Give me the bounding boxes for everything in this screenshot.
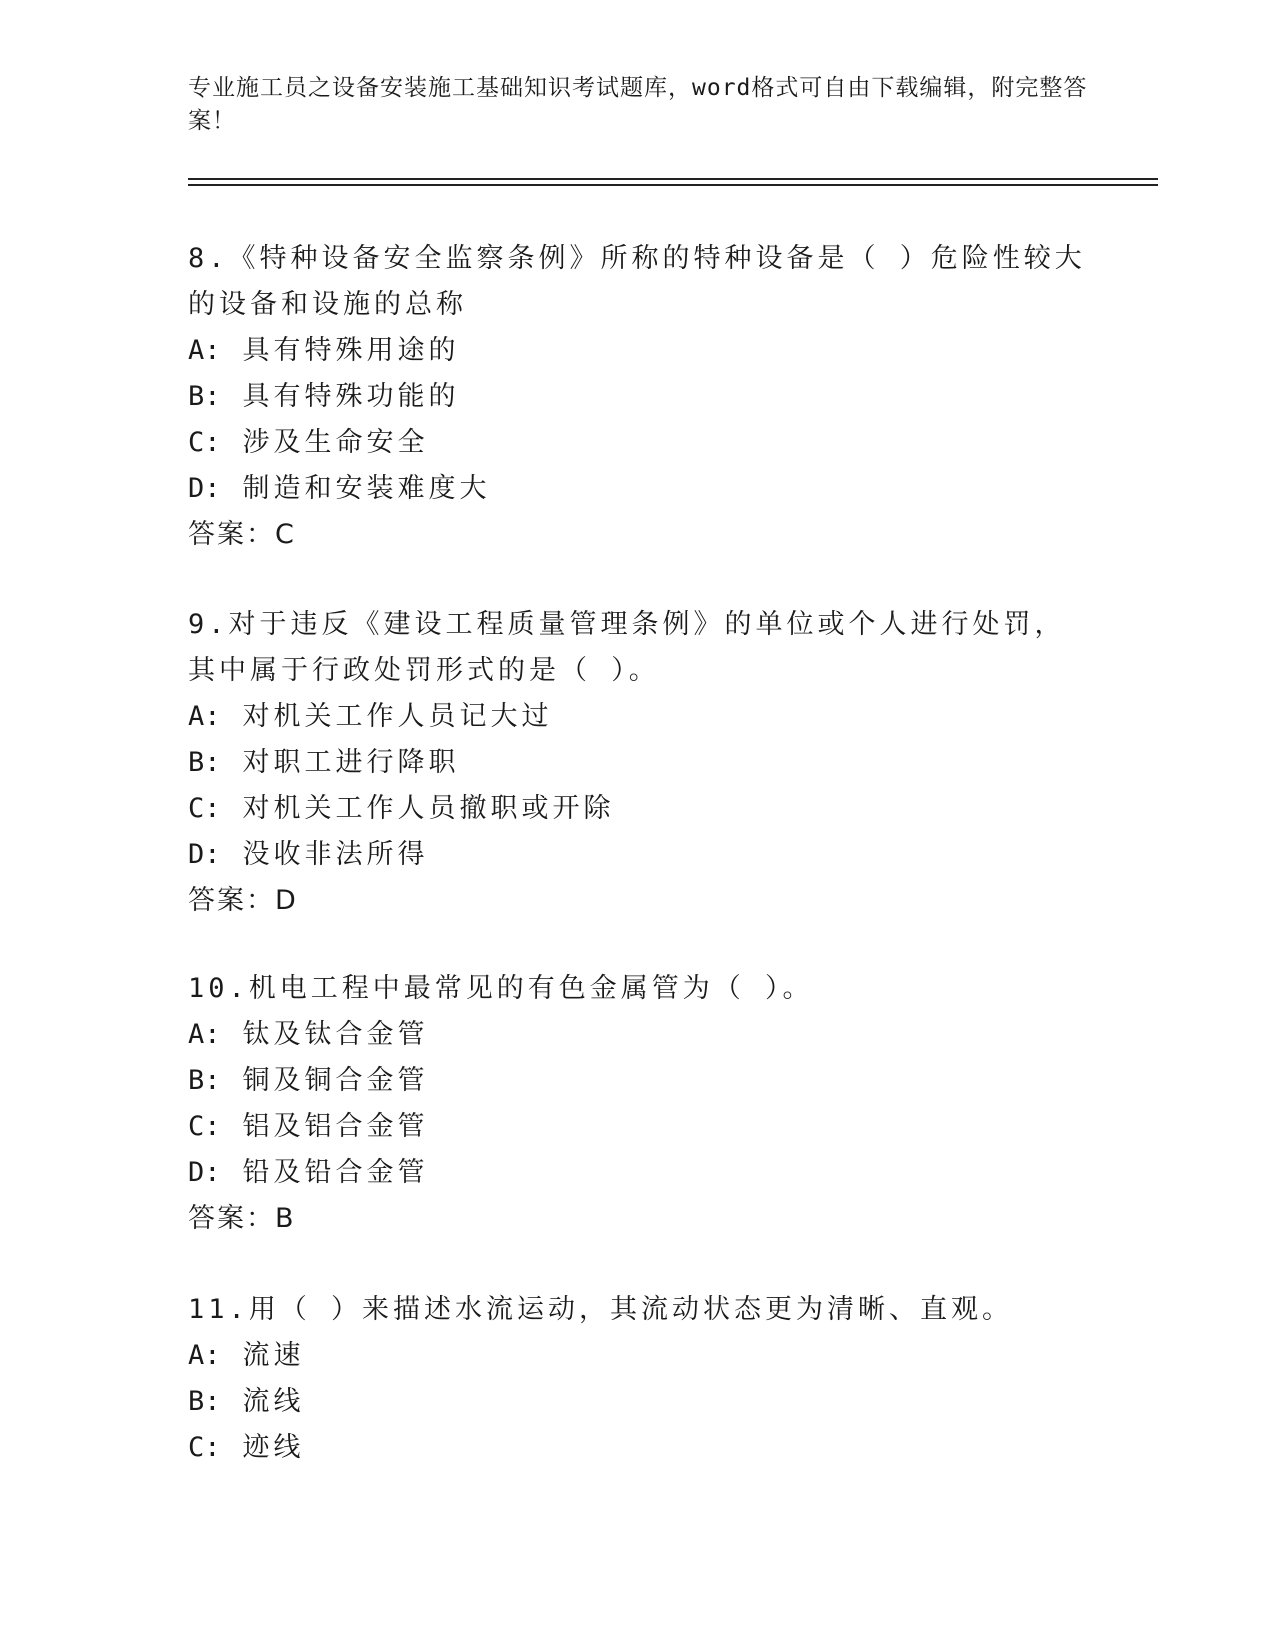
question-text: 11.用（ ）来描述水流运动，其流动状态更为清晰、直观。 <box>188 1294 1014 1325</box>
option-letter: D: <box>188 1157 221 1188</box>
question-10 <box>188 966 1088 1242</box>
question-9 <box>188 602 1088 924</box>
answer-line: 答案：C <box>188 519 296 550</box>
option-text: 对机关工作人员撤职或开除 <box>242 793 615 824</box>
question-8 <box>188 236 1088 558</box>
option-b <box>188 374 1088 420</box>
option-text: 流速 <box>242 1340 305 1371</box>
option-d <box>188 466 1088 512</box>
option-text: 铅及铅合金管 <box>242 1157 429 1188</box>
option-text: 钛及钛合金管 <box>242 1019 429 1050</box>
option-c <box>188 1104 1088 1150</box>
option-letter: B: <box>188 1065 221 1096</box>
question-text: 10.机电工程中最常见的有色金属管为（ ）。 <box>188 973 814 1004</box>
option-letter: C: <box>188 427 221 458</box>
option-text: 涉及生命安全 <box>242 427 429 458</box>
option-c <box>188 1425 1088 1471</box>
option-letter: A: <box>188 701 221 732</box>
option-letter: C: <box>188 1111 221 1142</box>
option-text: 铜及铜合金管 <box>242 1065 429 1096</box>
option-d <box>188 1150 1088 1196</box>
option-text: 具有特殊功能的 <box>242 381 460 412</box>
option-b <box>188 1058 1088 1104</box>
header-divider-bottom <box>188 184 1158 186</box>
option-letter: C: <box>188 1432 221 1463</box>
header-divider-top <box>188 178 1158 180</box>
option-letter: A: <box>188 1340 221 1371</box>
option-b <box>188 1379 1088 1425</box>
option-text: 没收非法所得 <box>242 839 429 870</box>
option-letter: A: <box>188 1019 221 1050</box>
question-11 <box>188 1287 1088 1471</box>
option-a <box>188 694 1088 740</box>
option-text: 流线 <box>242 1386 305 1417</box>
option-text: 迹线 <box>242 1432 305 1463</box>
answer-line: 答案：B <box>188 1203 296 1234</box>
option-letter: B: <box>188 1386 221 1417</box>
option-text: 制造和安装难度大 <box>242 473 491 504</box>
option-letter: B: <box>188 381 221 412</box>
option-a <box>188 328 1088 374</box>
option-text: 铝及铝合金管 <box>242 1111 429 1142</box>
option-a <box>188 1012 1088 1058</box>
option-d <box>188 832 1088 878</box>
document-header: 专业施工员之设备安装施工基础知识考试题库，word格式可自由下载编辑，附完整答案！ <box>188 75 1088 134</box>
answer-line: 答案：D <box>188 885 298 916</box>
option-c <box>188 420 1088 466</box>
question-text: 8.《特种设备安全监察条例》所称的特种设备是（ ）危险性较大的设备和设施的总称 <box>188 243 1086 320</box>
option-text: 具有特殊用途的 <box>242 335 460 366</box>
option-b <box>188 740 1088 786</box>
option-text: 对职工进行降职 <box>242 747 460 778</box>
option-letter: A: <box>188 335 221 366</box>
option-a <box>188 1333 1088 1379</box>
option-letter: C: <box>188 793 221 824</box>
option-c <box>188 786 1088 832</box>
option-text: 对机关工作人员记大过 <box>242 701 553 732</box>
option-letter: D: <box>188 473 221 504</box>
question-text: 9.对于违反《建设工程质量管理条例》的单位或个人进行处罚，其中属于行政处罚形式的是（ ）。 <box>188 609 1066 686</box>
option-letter: D: <box>188 839 221 870</box>
option-letter: B: <box>188 747 221 778</box>
